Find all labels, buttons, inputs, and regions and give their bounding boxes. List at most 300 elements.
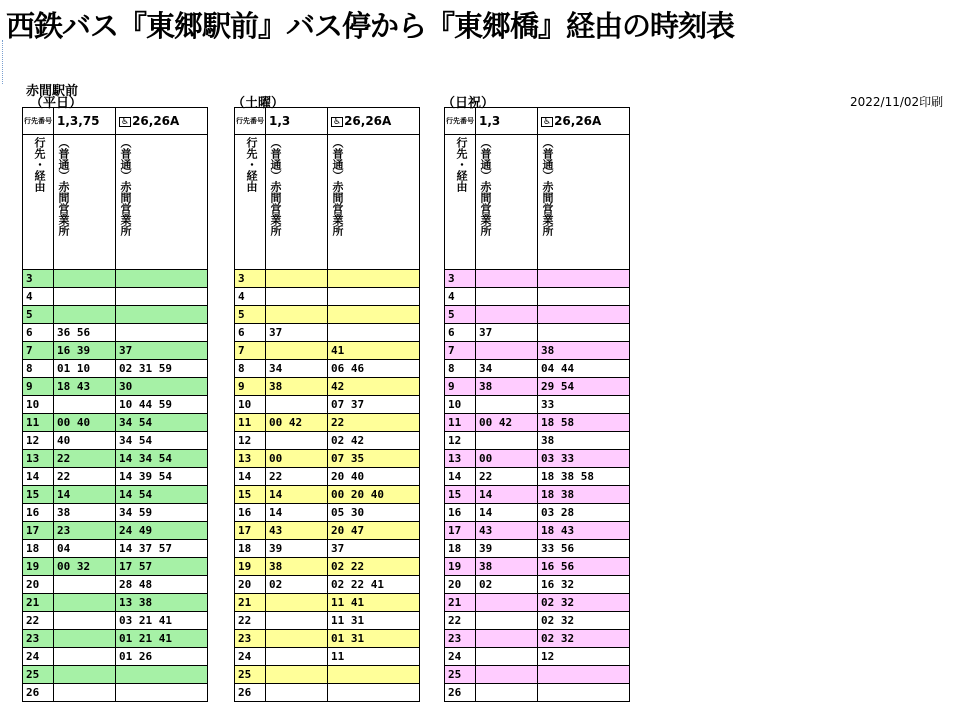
minutes-col2 bbox=[266, 342, 328, 360]
hour-cell: 5 bbox=[235, 306, 266, 324]
hour-cell: 8 bbox=[445, 360, 476, 378]
hour-cell: 22 bbox=[445, 612, 476, 630]
hour-row bbox=[445, 486, 630, 504]
minutes-col2 bbox=[54, 630, 116, 648]
hour-row bbox=[23, 522, 208, 540]
minutes-col3: 03 28 bbox=[538, 504, 630, 522]
minutes-col2: 38 bbox=[54, 504, 116, 522]
hour-row bbox=[23, 630, 208, 648]
hour-cell: 8 bbox=[235, 360, 266, 378]
destination-col3 bbox=[538, 135, 630, 270]
minutes-col2 bbox=[266, 288, 328, 306]
minutes-col2 bbox=[476, 342, 538, 360]
destination-col2-text: （普通）赤間営業所 bbox=[57, 137, 70, 236]
hour-row bbox=[23, 468, 208, 486]
hour-cell: 14 bbox=[235, 468, 266, 486]
minutes-col3: 30 bbox=[116, 378, 208, 396]
minutes-col2 bbox=[54, 576, 116, 594]
hour-cell: 3 bbox=[235, 270, 266, 288]
minutes-col3: 00 20 40 bbox=[328, 486, 420, 504]
hour-cell: 7 bbox=[235, 342, 266, 360]
hour-cell: 24 bbox=[23, 648, 54, 666]
minutes-col3 bbox=[538, 270, 630, 288]
route-number-label: 行先番号 bbox=[23, 108, 54, 135]
minutes-col2: 00 42 bbox=[266, 414, 328, 432]
hour-row bbox=[445, 666, 630, 684]
minutes-col3 bbox=[538, 666, 630, 684]
minutes-col3: 22 bbox=[328, 414, 420, 432]
minutes-col2 bbox=[54, 684, 116, 702]
minutes-col2 bbox=[54, 594, 116, 612]
hour-cell: 11 bbox=[445, 414, 476, 432]
hour-row bbox=[445, 324, 630, 342]
destination-label-text: 行先・経由 bbox=[245, 137, 258, 192]
destination-col3 bbox=[328, 135, 420, 270]
weekday-timetable bbox=[22, 107, 208, 702]
saturday-timetable bbox=[234, 107, 420, 702]
route-numbers-col3 bbox=[538, 108, 630, 135]
minutes-col3: 14 37 57 bbox=[116, 540, 208, 558]
minutes-col3: 33 bbox=[538, 396, 630, 414]
hour-row bbox=[23, 450, 208, 468]
route-number-row bbox=[23, 108, 208, 135]
hour-cell: 3 bbox=[23, 270, 54, 288]
hour-cell: 22 bbox=[23, 612, 54, 630]
route-numbers-col3-text: 26,26A bbox=[344, 114, 392, 128]
hour-cell: 10 bbox=[235, 396, 266, 414]
minutes-col3: 03 21 41 bbox=[116, 612, 208, 630]
route-number-label: 行先番号 bbox=[445, 108, 476, 135]
minutes-col2 bbox=[266, 396, 328, 414]
hour-row bbox=[23, 612, 208, 630]
minutes-col3 bbox=[328, 306, 420, 324]
hour-row bbox=[23, 648, 208, 666]
hour-cell: 20 bbox=[235, 576, 266, 594]
hour-cell: 18 bbox=[235, 540, 266, 558]
minutes-col2: 43 bbox=[266, 522, 328, 540]
minutes-col2: 36 56 bbox=[54, 324, 116, 342]
hour-row bbox=[23, 324, 208, 342]
hour-cell: 23 bbox=[23, 630, 54, 648]
minutes-col3 bbox=[538, 684, 630, 702]
hour-row bbox=[23, 360, 208, 378]
minutes-col3 bbox=[116, 666, 208, 684]
minutes-col3 bbox=[328, 684, 420, 702]
minutes-col3: 11 bbox=[328, 648, 420, 666]
hour-cell: 9 bbox=[445, 378, 476, 396]
minutes-col3 bbox=[538, 306, 630, 324]
minutes-col2: 37 bbox=[266, 324, 328, 342]
hour-row bbox=[235, 522, 420, 540]
hour-cell: 26 bbox=[235, 684, 266, 702]
minutes-col2: 14 bbox=[266, 486, 328, 504]
hour-row bbox=[235, 666, 420, 684]
hour-cell: 5 bbox=[445, 306, 476, 324]
minutes-col2 bbox=[476, 270, 538, 288]
minutes-col3: 34 54 bbox=[116, 432, 208, 450]
minutes-col3: 18 38 bbox=[538, 486, 630, 504]
hour-cell: 5 bbox=[23, 306, 54, 324]
hour-cell: 4 bbox=[445, 288, 476, 306]
hour-row bbox=[235, 432, 420, 450]
hour-row bbox=[23, 378, 208, 396]
minutes-col2: 43 bbox=[476, 522, 538, 540]
hour-cell: 4 bbox=[235, 288, 266, 306]
minutes-col3 bbox=[116, 288, 208, 306]
minutes-col2 bbox=[54, 612, 116, 630]
minutes-col3: 02 32 bbox=[538, 630, 630, 648]
minutes-col2 bbox=[476, 288, 538, 306]
hour-row bbox=[23, 684, 208, 702]
hour-cell: 25 bbox=[235, 666, 266, 684]
minutes-col2 bbox=[476, 432, 538, 450]
hour-row bbox=[235, 396, 420, 414]
hour-cell: 11 bbox=[235, 414, 266, 432]
hour-row bbox=[23, 576, 208, 594]
hour-row bbox=[235, 270, 420, 288]
minutes-col2: 00 bbox=[266, 450, 328, 468]
hour-row bbox=[445, 468, 630, 486]
minutes-col3: 05 30 bbox=[328, 504, 420, 522]
minutes-col3: 02 32 bbox=[538, 612, 630, 630]
minutes-col3: 34 54 bbox=[116, 414, 208, 432]
minutes-col3 bbox=[328, 288, 420, 306]
hour-row bbox=[445, 576, 630, 594]
hour-row bbox=[235, 630, 420, 648]
stop-name: 赤間駅前 bbox=[26, 84, 79, 99]
destination-label bbox=[23, 135, 54, 270]
hour-cell: 9 bbox=[23, 378, 54, 396]
minutes-col3: 38 bbox=[538, 432, 630, 450]
hour-row bbox=[235, 684, 420, 702]
minutes-col2 bbox=[476, 594, 538, 612]
minutes-col2: 38 bbox=[476, 558, 538, 576]
hour-cell: 4 bbox=[23, 288, 54, 306]
hour-row bbox=[23, 306, 208, 324]
minutes-col2 bbox=[266, 612, 328, 630]
hour-row bbox=[235, 486, 420, 504]
hour-row bbox=[23, 270, 208, 288]
hour-cell: 17 bbox=[445, 522, 476, 540]
minutes-col3: 20 40 bbox=[328, 468, 420, 486]
minutes-col2 bbox=[266, 594, 328, 612]
route-number-row bbox=[445, 108, 630, 135]
minutes-col3: 01 26 bbox=[116, 648, 208, 666]
hour-row bbox=[23, 432, 208, 450]
minutes-col3: 01 31 bbox=[328, 630, 420, 648]
hour-cell: 17 bbox=[23, 522, 54, 540]
hour-row bbox=[445, 558, 630, 576]
holiday-label: （日祝） bbox=[442, 96, 495, 111]
hour-cell: 21 bbox=[235, 594, 266, 612]
minutes-col3: 17 57 bbox=[116, 558, 208, 576]
minutes-col2: 40 bbox=[54, 432, 116, 450]
minutes-col3 bbox=[328, 324, 420, 342]
minutes-col2 bbox=[266, 306, 328, 324]
minutes-col2: 14 bbox=[54, 486, 116, 504]
destination-col3 bbox=[116, 135, 208, 270]
hour-row bbox=[235, 288, 420, 306]
hour-row bbox=[235, 450, 420, 468]
hour-row bbox=[235, 576, 420, 594]
hour-cell: 16 bbox=[235, 504, 266, 522]
route-numbers-col3 bbox=[116, 108, 208, 135]
minutes-col3: 02 31 59 bbox=[116, 360, 208, 378]
minutes-col2: 37 bbox=[476, 324, 538, 342]
hour-cell: 12 bbox=[23, 432, 54, 450]
destination-col2-text: （普通）赤間営業所 bbox=[479, 137, 492, 236]
hour-row bbox=[445, 360, 630, 378]
hour-cell: 18 bbox=[445, 540, 476, 558]
hour-cell: 17 bbox=[235, 522, 266, 540]
route-numbers-col2: 1,3 bbox=[266, 108, 328, 135]
route-numbers-col3-text: 26,26A bbox=[554, 114, 602, 128]
hour-row bbox=[23, 558, 208, 576]
hour-cell: 19 bbox=[445, 558, 476, 576]
minutes-col2 bbox=[266, 630, 328, 648]
minutes-col3: 11 31 bbox=[328, 612, 420, 630]
minutes-col3 bbox=[538, 324, 630, 342]
hour-cell: 15 bbox=[23, 486, 54, 504]
print-date: 2022/11/02印刷 bbox=[850, 95, 944, 109]
hour-row bbox=[23, 396, 208, 414]
destination-col3-text: （普通）赤間営業所 bbox=[119, 137, 132, 236]
minutes-col3: 02 22 41 bbox=[328, 576, 420, 594]
minutes-col3: 02 22 bbox=[328, 558, 420, 576]
minutes-col3: 28 48 bbox=[116, 576, 208, 594]
minutes-col2: 34 bbox=[476, 360, 538, 378]
hour-cell: 3 bbox=[445, 270, 476, 288]
minutes-col3: 12 bbox=[538, 648, 630, 666]
hour-row bbox=[235, 612, 420, 630]
hour-cell: 7 bbox=[445, 342, 476, 360]
destination-col3-text: （普通）赤間営業所 bbox=[541, 137, 554, 236]
minutes-col2 bbox=[266, 684, 328, 702]
destination-row bbox=[23, 135, 208, 270]
minutes-col2: 02 bbox=[476, 576, 538, 594]
hour-cell: 24 bbox=[235, 648, 266, 666]
minutes-col2 bbox=[54, 270, 116, 288]
hour-row bbox=[235, 360, 420, 378]
hour-cell: 25 bbox=[445, 666, 476, 684]
minutes-col2: 18 43 bbox=[54, 378, 116, 396]
hour-row bbox=[235, 594, 420, 612]
minutes-col2: 23 bbox=[54, 522, 116, 540]
minutes-col3: 18 58 bbox=[538, 414, 630, 432]
hour-cell: 23 bbox=[445, 630, 476, 648]
hour-row bbox=[445, 414, 630, 432]
hour-row bbox=[235, 306, 420, 324]
minutes-col2: 14 bbox=[476, 504, 538, 522]
hour-cell: 16 bbox=[445, 504, 476, 522]
minutes-col2: 22 bbox=[54, 468, 116, 486]
minutes-col3: 16 32 bbox=[538, 576, 630, 594]
hour-row bbox=[23, 342, 208, 360]
destination-col2 bbox=[476, 135, 538, 270]
hour-cell: 6 bbox=[445, 324, 476, 342]
minutes-col2: 34 bbox=[266, 360, 328, 378]
hour-cell: 14 bbox=[23, 468, 54, 486]
hour-row bbox=[445, 684, 630, 702]
hour-row bbox=[445, 342, 630, 360]
minutes-col3: 07 37 bbox=[328, 396, 420, 414]
minutes-col3: 03 33 bbox=[538, 450, 630, 468]
hour-row bbox=[235, 504, 420, 522]
minutes-col3: 14 39 54 bbox=[116, 468, 208, 486]
minutes-col2: 38 bbox=[266, 378, 328, 396]
minutes-col3: 41 bbox=[328, 342, 420, 360]
route-number-row bbox=[235, 108, 420, 135]
hour-row bbox=[23, 414, 208, 432]
accessible-bus-icon: ♿ bbox=[121, 117, 130, 127]
hour-cell: 14 bbox=[445, 468, 476, 486]
route-numbers-col3-text: 26,26A bbox=[132, 114, 180, 128]
minutes-col2 bbox=[54, 396, 116, 414]
minutes-col2 bbox=[266, 666, 328, 684]
hour-cell: 24 bbox=[445, 648, 476, 666]
weekday-label: （平日） bbox=[30, 96, 83, 111]
hour-row bbox=[445, 378, 630, 396]
minutes-col2 bbox=[54, 666, 116, 684]
hour-row bbox=[235, 342, 420, 360]
route-numbers-col2: 1,3 bbox=[476, 108, 538, 135]
minutes-col3: 37 bbox=[328, 540, 420, 558]
hour-cell: 18 bbox=[23, 540, 54, 558]
minutes-col2 bbox=[476, 648, 538, 666]
hour-row bbox=[23, 594, 208, 612]
hour-row bbox=[235, 414, 420, 432]
hour-row bbox=[445, 630, 630, 648]
hour-cell: 21 bbox=[445, 594, 476, 612]
hour-cell: 12 bbox=[445, 432, 476, 450]
hour-cell: 12 bbox=[235, 432, 266, 450]
minutes-col3: 10 44 59 bbox=[116, 396, 208, 414]
minutes-col2 bbox=[476, 630, 538, 648]
hour-row bbox=[445, 522, 630, 540]
page-title: 西鉄バス『東郷駅前』バス停から『東郷橋』経由の時刻表 bbox=[6, 9, 735, 43]
minutes-col3: 29 54 bbox=[538, 378, 630, 396]
minutes-col2 bbox=[54, 648, 116, 666]
minutes-col3 bbox=[538, 288, 630, 306]
route-numbers-col2: 1,3,75 bbox=[54, 108, 116, 135]
hour-cell: 6 bbox=[23, 324, 54, 342]
hour-cell: 20 bbox=[445, 576, 476, 594]
hour-row bbox=[23, 288, 208, 306]
hour-row bbox=[445, 306, 630, 324]
minutes-col3: 02 32 bbox=[538, 594, 630, 612]
hour-cell: 23 bbox=[235, 630, 266, 648]
minutes-col2 bbox=[476, 666, 538, 684]
minutes-col2: 00 42 bbox=[476, 414, 538, 432]
hour-cell: 21 bbox=[23, 594, 54, 612]
destination-col2 bbox=[54, 135, 116, 270]
minutes-col3: 01 21 41 bbox=[116, 630, 208, 648]
minutes-col2: 22 bbox=[476, 468, 538, 486]
holiday-timetable bbox=[444, 107, 630, 702]
hour-row bbox=[445, 270, 630, 288]
minutes-col3: 34 59 bbox=[116, 504, 208, 522]
accessible-bus-icon: ♿ bbox=[333, 117, 342, 127]
hour-cell: 19 bbox=[235, 558, 266, 576]
minutes-col2: 00 40 bbox=[54, 414, 116, 432]
minutes-col2 bbox=[476, 396, 538, 414]
saturday-label: （土曜） bbox=[232, 96, 285, 111]
hour-row bbox=[235, 540, 420, 558]
minutes-col2: 00 32 bbox=[54, 558, 116, 576]
minutes-col2: 39 bbox=[266, 540, 328, 558]
hour-row bbox=[235, 468, 420, 486]
minutes-col3: 02 42 bbox=[328, 432, 420, 450]
minutes-col2 bbox=[476, 684, 538, 702]
hour-cell: 26 bbox=[23, 684, 54, 702]
minutes-col3 bbox=[116, 306, 208, 324]
minutes-col2: 02 bbox=[266, 576, 328, 594]
hour-cell: 22 bbox=[235, 612, 266, 630]
hour-row bbox=[23, 486, 208, 504]
hour-row bbox=[445, 432, 630, 450]
minutes-col2 bbox=[476, 612, 538, 630]
minutes-col2: 39 bbox=[476, 540, 538, 558]
destination-label-text: 行先・経由 bbox=[455, 137, 468, 192]
minutes-col2: 14 bbox=[266, 504, 328, 522]
minutes-col2: 01 10 bbox=[54, 360, 116, 378]
hour-cell: 15 bbox=[235, 486, 266, 504]
hour-row bbox=[445, 504, 630, 522]
hour-cell: 8 bbox=[23, 360, 54, 378]
minutes-col2: 22 bbox=[54, 450, 116, 468]
accessible-bus-icon: ♿ bbox=[543, 117, 552, 127]
hour-cell: 6 bbox=[235, 324, 266, 342]
hour-cell: 19 bbox=[23, 558, 54, 576]
hour-cell: 16 bbox=[23, 504, 54, 522]
hour-row bbox=[445, 396, 630, 414]
minutes-col3: 13 38 bbox=[116, 594, 208, 612]
minutes-col3: 11 41 bbox=[328, 594, 420, 612]
hour-row bbox=[445, 594, 630, 612]
hour-cell: 13 bbox=[235, 450, 266, 468]
minutes-col3 bbox=[116, 324, 208, 342]
minutes-col2: 00 bbox=[476, 450, 538, 468]
destination-label bbox=[445, 135, 476, 270]
minutes-col3: 18 38 58 bbox=[538, 468, 630, 486]
hour-row bbox=[445, 540, 630, 558]
hour-row bbox=[23, 504, 208, 522]
destination-row bbox=[235, 135, 420, 270]
minutes-col3: 07 35 bbox=[328, 450, 420, 468]
minutes-col2: 38 bbox=[266, 558, 328, 576]
minutes-col3: 33 56 bbox=[538, 540, 630, 558]
hour-row bbox=[445, 288, 630, 306]
hour-cell: 10 bbox=[23, 396, 54, 414]
minutes-col2 bbox=[476, 306, 538, 324]
minutes-col2 bbox=[266, 648, 328, 666]
minutes-col3 bbox=[328, 270, 420, 288]
hour-cell: 26 bbox=[445, 684, 476, 702]
route-numbers-col3 bbox=[328, 108, 420, 135]
minutes-col2 bbox=[266, 432, 328, 450]
hour-cell: 25 bbox=[23, 666, 54, 684]
hour-cell: 9 bbox=[235, 378, 266, 396]
minutes-col2: 16 39 bbox=[54, 342, 116, 360]
minutes-col3: 20 47 bbox=[328, 522, 420, 540]
minutes-col3 bbox=[116, 270, 208, 288]
minutes-col2 bbox=[54, 288, 116, 306]
hour-row bbox=[445, 450, 630, 468]
left-margin-rule bbox=[2, 40, 3, 84]
hour-cell: 20 bbox=[23, 576, 54, 594]
hour-row bbox=[445, 648, 630, 666]
minutes-col2: 14 bbox=[476, 486, 538, 504]
